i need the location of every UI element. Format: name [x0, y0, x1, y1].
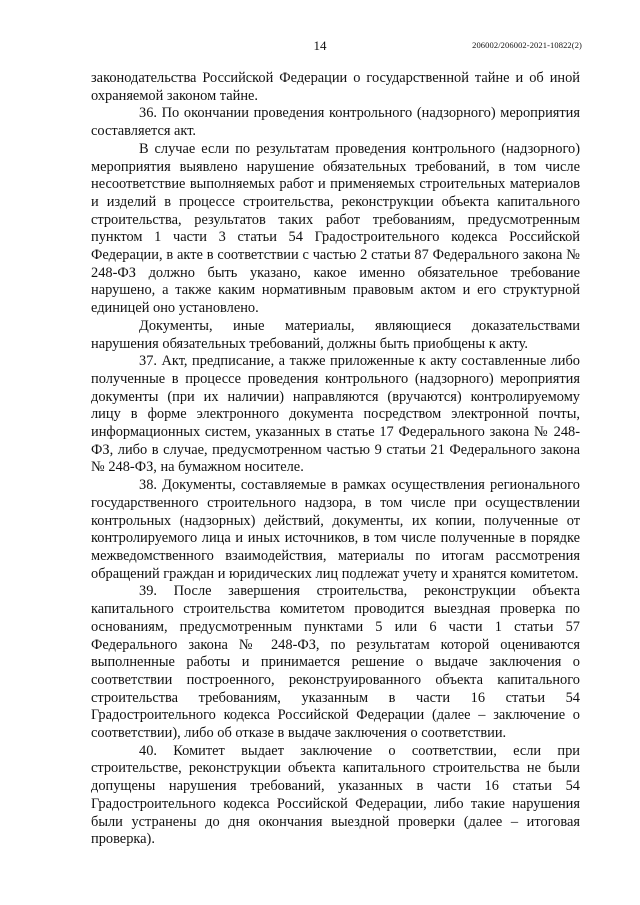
- page-number: 14: [313, 38, 327, 53]
- document-code: 206002/206002-2021-10822(2): [472, 40, 582, 50]
- paragraph-38: 38. Документы, составляемые в рамках осуществления регионального государственного строительного надзора, в том числе при осуществлении контрольных (надзорных) действий, документы, их копии, полученные от контролируемого лица и иных источников, в том числе полученные в порядке межведомственного взаимодействия, материалы по итогам рассмотрения обращений граждан и юридических лиц подлежат учету и хранятся комитетом.: [91, 477, 580, 582]
- paragraph-36: 36. По окончании проведения контрольного (надзорного) мероприятия составляется акт.: [91, 105, 580, 140]
- paragraph-36-evidence: Документы, иные материалы, являющиеся доказательствами нарушения обязательных требований, должны быть приобщены к акту.: [91, 317, 580, 352]
- paragraph-40: 40. Комитет выдает заключение о соответствии, если при строительстве, реконструкции объекта капитального строительства не были допущены нарушения требований, указанных в части 16 статьи 54 Градостроительного кодекса Российской Федерации, либо такие нарушения были устранены до дня окончания выездной проверки (далее – итоговая проверка).: [91, 742, 580, 848]
- paragraph-36-violations: В случае если по результатам проведения контрольного (надзорного) мероприятия выявлено нарушение обязательных требований, в том числе несоответствие выполняемых работ и применяемых строительных материалов и изделий в процессе строительства, реконструкции объекта капитального строительства, результатов таких работ требованиям, предусмотренным пунктом 1 части 3 статьи 54 Градостроительного кодекса Российской Федерации, в акте в соответствии с частью 2 статьи 87 Федерального закона № 248-ФЗ должно быть указано, какое именно обязательное требование нарушено, а также каким нормативным правовым актом и его структурной единицей оно установлено.: [91, 140, 580, 317]
- paragraph-37: 37. Акт, предписание, а также приложенные к акту составленные либо полученные в процессе проведения контрольного (надзорного) мероприятия документы (при их наличии) направляются (вручаются) контролируемому лицу в форме электронного документа посредством электронной почты, информационных систем, указанных в статье 17 Федерального закона № 248-ФЗ, либо в случае, предусмотренном частью 9 статьи 21 Федерального закона № 248-ФЗ, на бумажном носителе.: [91, 353, 580, 476]
- document-body: [91, 70, 580, 849]
- paragraph-39: 39. После завершения строительства, реконструкции объекта капитального строительства комитетом проводится выездная проверка по основаниям, предусмотренным пунктами 5 или 6 части 1 статьи 57 Федерального закона № 248-ФЗ, по результатам которой оцениваются выполненные работы и принимается решение о выдаче заключения о соответствии построенного, реконструированного объекта капитального строительства требованиям, указанным в части 16 статьи 54 Градостроительного кодекса Российской Федерации (далее – заключение о соответствии), либо об отказе в выдаче заключения о соответствии.: [91, 583, 580, 742]
- paragraph-continuation: законодательства Российской Федерации о государственной тайне и об иной охраняемой законом тайне.: [91, 70, 580, 104]
